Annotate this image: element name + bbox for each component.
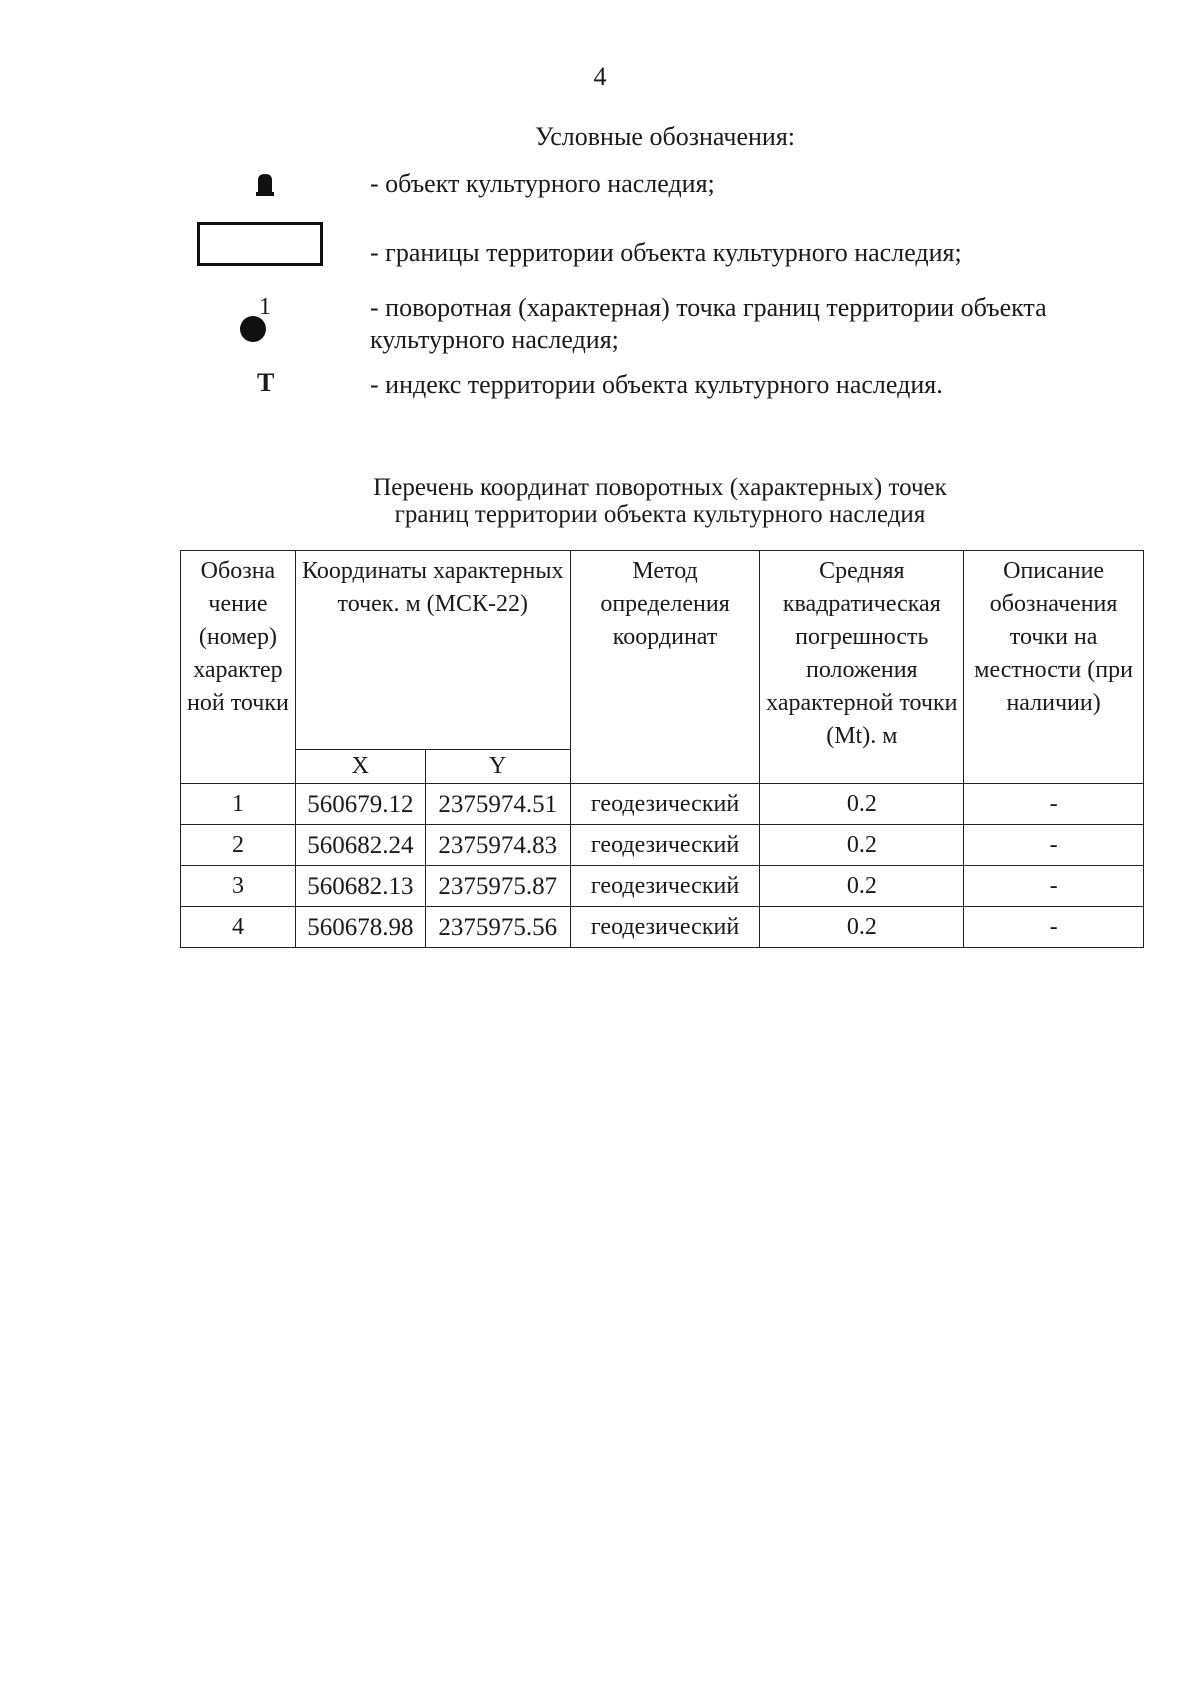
cell-x: 560679.12 [295, 784, 425, 825]
cell-method: геодезический [570, 825, 760, 866]
cell-y: 2375975.87 [425, 866, 570, 907]
header-coordinates: Координаты характерных точек. м (МСК-22) [295, 551, 570, 750]
legend-item-boundary-text: - границы территории объекта культурного наследия; [370, 238, 962, 267]
cell-x: 560682.24 [295, 825, 425, 866]
header-y: Y [425, 750, 570, 784]
cell-method: геодезический [570, 866, 760, 907]
header-error: Средняя квадратическая погрешность положения характерной точки (Mt). м [760, 551, 964, 784]
turning-point-number: 1 [259, 294, 271, 320]
cell-y: 2375974.83 [425, 825, 570, 866]
table-row [181, 907, 1144, 948]
cell-num: 1 [181, 784, 296, 825]
cell-error: 0.2 [760, 825, 964, 866]
cell-description: - [964, 866, 1144, 907]
table-title-line1: Перечень координат поворотных (характерных) точек [373, 474, 947, 501]
index-letter-symbol: Т [257, 368, 275, 397]
header-method: Метод определения координат [570, 551, 760, 784]
legend-title: Условные обозначения: [534, 122, 796, 151]
cell-x: 560682.13 [295, 866, 425, 907]
page-number: 4 [593, 62, 607, 91]
cell-error: 0.2 [760, 907, 964, 948]
coordinates-table [180, 550, 1144, 948]
cell-method: геодезический [570, 907, 760, 948]
header-description: Описание обозначения точки на местности (при наличии) [964, 551, 1144, 784]
header-x: X [295, 750, 425, 784]
table-row [181, 825, 1144, 866]
cell-description: - [964, 784, 1144, 825]
cell-description: - [964, 907, 1144, 948]
cell-error: 0.2 [760, 784, 964, 825]
heritage-object-icon [255, 172, 275, 196]
boundary-rectangle-icon [197, 222, 323, 266]
cell-num: 2 [181, 825, 296, 866]
cell-x: 560678.98 [295, 907, 425, 948]
legend-item-heritage-text: - объект культурного наследия; [370, 169, 715, 198]
legend-item-point-text: - поворотная (характерная) точка границ территории объекта культурного наследия; [370, 293, 1047, 354]
cell-y: 2375974.51 [425, 784, 570, 825]
cell-num: 4 [181, 907, 296, 948]
cell-method: геодезический [570, 784, 760, 825]
table-title-line2: границ территории объекта культурного наследия [394, 501, 926, 528]
cell-description: - [964, 825, 1144, 866]
table-title [0, 474, 1200, 528]
legend-item-index-text: - индекс территории объекта культурного наследия. [370, 370, 943, 399]
cell-error: 0.2 [760, 866, 964, 907]
table-row [181, 784, 1144, 825]
header-designation: Обозна чение (номер) характер ной точки [181, 551, 296, 784]
cell-num: 3 [181, 866, 296, 907]
cell-y: 2375975.56 [425, 907, 570, 948]
table-row [181, 866, 1144, 907]
